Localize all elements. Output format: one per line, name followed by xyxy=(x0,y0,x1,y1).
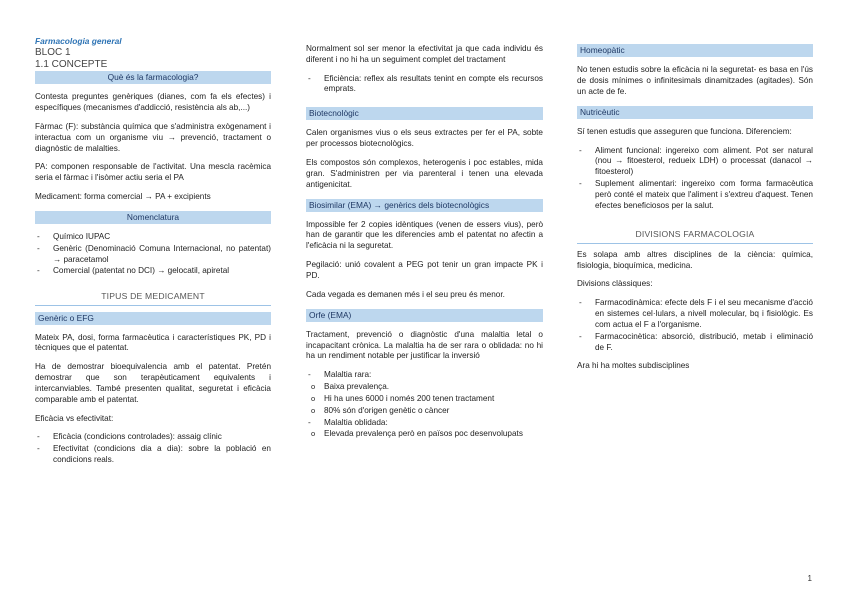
heading-orfe: Orfe (EMA) xyxy=(306,309,543,322)
column-1 xyxy=(35,36,271,474)
list-item: - Genèric (Denominació Comuna Internacional, no patentat) → paracetamol xyxy=(35,244,271,266)
list-item: - Farmacodinàmica: efecte dels F i el seu mecanisme d'acció en sistemes cel·lulars, a nivell molecular, bq i fisiològic. Es com actua el F a l'organisme. xyxy=(577,298,813,330)
page-number: 1 xyxy=(807,574,812,584)
paragraph-pegilacio: Pegilació: unió covalent a PEG pot tenir un gran impacte PK i PD. xyxy=(306,260,543,280)
paragraph-eficacia-vs: Eficàcia vs efectivitat: xyxy=(35,413,114,423)
eficacia-list xyxy=(35,432,271,465)
paragraph-compostos: Els compostos són complexos, heterogenis i poc estables, mida gran. S'administren per via parenteral i tenen una elevada antigenicitat. xyxy=(306,158,543,189)
list-item: - Malaltia rara: xyxy=(306,370,543,381)
paragraph-nutriceutic: Sí tenen estudis que asseguren que funciona. Diferenciem: xyxy=(577,126,792,136)
paragraph-ara: Ara hi ha moltes subdisciplines xyxy=(577,361,690,371)
list-item: - Suplement alimentari: ingereixo com forma farmacèutica però conté el mateix que l'aliment i s'extreu d'aquest. Tenen efectes beneficiosos per la salut. xyxy=(577,179,813,211)
heading-homeopatic: Homeopàtic xyxy=(577,44,813,57)
list-item: - Malaltia oblidada: xyxy=(306,418,543,429)
list-item: - Farmacocinètica: absorció, distribució, metab i eliminació de F. xyxy=(577,332,813,354)
paragraph-impossible: Impossible fer 2 copies idèntiques (venen de essers vius), però han de garantir que les diferencies amb el patentat no afectin a l'eficàcia ni la seguretat. xyxy=(306,219,543,251)
divisions-list xyxy=(577,298,813,353)
list-item: - Aliment funcional: ingereixo com aliment. Pot ser natural (nou → fitoesterol, redueix LDH) o processat (danacol → fitoesterol) xyxy=(577,146,813,178)
paragraph-medicament: Medicament: forma comercial → PA + excipients xyxy=(35,191,211,201)
paragraph-bioequivalencia: Ha de demostrar bioequivalencia amb el patentat. Pretén demostrar que son terapèuticament equivalents i intercanviables. També presenten qualitat, seguretat i eficàcia comparable amb el patentat. xyxy=(35,362,271,404)
list-item: - Efectivitat (condicions dia a dia): sobre la població en condicions reals. xyxy=(35,444,271,466)
section-divisions-farmacologia: DIVISIONS FARMACOLOGIA xyxy=(577,229,813,243)
column-3 xyxy=(577,44,813,380)
bloc-heading: BLOC 1 xyxy=(35,47,71,59)
list-item: o Elevada prevalença però en països poc desenvolupats xyxy=(306,429,543,440)
eficiencia-list xyxy=(306,74,543,96)
list-item: - Comercial (patentat no DCI) → gelocatil, apiretal xyxy=(35,266,271,277)
heading-nomenclatura: Nomenclatura xyxy=(35,211,271,224)
list-item: o Baixa prevalença. xyxy=(306,382,543,393)
paragraph-calen: Calen organismes vius o els seus extractes per fer el PA, sobte per processos biotecnològics. xyxy=(306,128,543,149)
paragraph-divisions: Divisions clàssiques: xyxy=(577,279,653,289)
document-title: Farmacologia general xyxy=(35,36,122,46)
paragraph-homeopatic: No tenen estudis sobre la eficàcia ni la seguretat- es basa en l'ús de dosis mínimes o infinitesimals dinamitzades (agitades). Són un acte de fe. xyxy=(577,65,813,96)
section-tipus-medicament: TIPUS DE MEDICAMENT xyxy=(35,291,271,305)
paragraph-normalment: Normalment sol ser menor la efectivitat ja que cada individu és diferent i no hi ha un seguiment complet del tractament xyxy=(306,44,543,64)
heading-biosimilar: Biosimilar (EMA) → genèrics dels biotecnològics xyxy=(306,199,543,212)
list-item: - Eficiència: reflex als resultats tenint en compte els recursos emprats. xyxy=(306,74,543,96)
list-item: - Eficàcia (condicions controlades): assaig clínic xyxy=(35,432,271,443)
column-2 xyxy=(306,44,543,448)
heading-generic: Genèric o EFG xyxy=(35,312,271,325)
malalties-list xyxy=(306,370,543,440)
heading-que-es: Què és la farmacologia? xyxy=(35,71,271,84)
concepte-heading: 1.1 CONCEPTE xyxy=(35,59,108,71)
heading-nutriceutic: Nutricèutic xyxy=(577,106,813,119)
nomenclatura-list xyxy=(35,232,271,277)
paragraph-mateix: Mateix PA, dosi, forma farmacèutica i característiques PK, PD i tècniques que el patentat. xyxy=(35,332,271,353)
paragraph-contesta: Contesta preguntes genèriques (dianes, com fa els efectes) i específiques (mecanismes d'addicció, resistència als ab,...) xyxy=(35,92,271,113)
paragraph-cada-vegada: Cada vegada es demanen més i el seu preu és menor. xyxy=(306,289,505,299)
list-item: - Químico IUPAC xyxy=(35,232,271,243)
paragraph-pa: PA: componen responsable de l'activitat. Una mescla racèmica seria el fàrmac i l'isòmer actiu seria el PA xyxy=(35,162,271,183)
heading-biotecnologic: Biotecnològic xyxy=(306,107,543,120)
paragraph-solapa: Es solapa amb altres disciplines de la ciència: química, fisiologia, bioquímica, medicina. xyxy=(577,249,813,270)
nutriceutic-list xyxy=(577,146,813,212)
list-item: o 80% són d'origen genètic o càncer xyxy=(306,406,543,417)
list-item: o Hi ha unes 6000 i només 200 tenen tractament xyxy=(306,394,543,405)
paragraph-tractament: Tractament, prevenció o diagnòstic d'una malaltia letal o incapacitant crònica. La malaltia ha de ser rara o oblidada: no hi ha un rendiment notable per justificar la inversió xyxy=(306,329,543,361)
paragraph-farmac: Fàrmac (F): substància química que s'administra exògenament i interactua com un organisme viu → prevenció, tractament o diagnòstic de malalties. xyxy=(35,121,271,153)
